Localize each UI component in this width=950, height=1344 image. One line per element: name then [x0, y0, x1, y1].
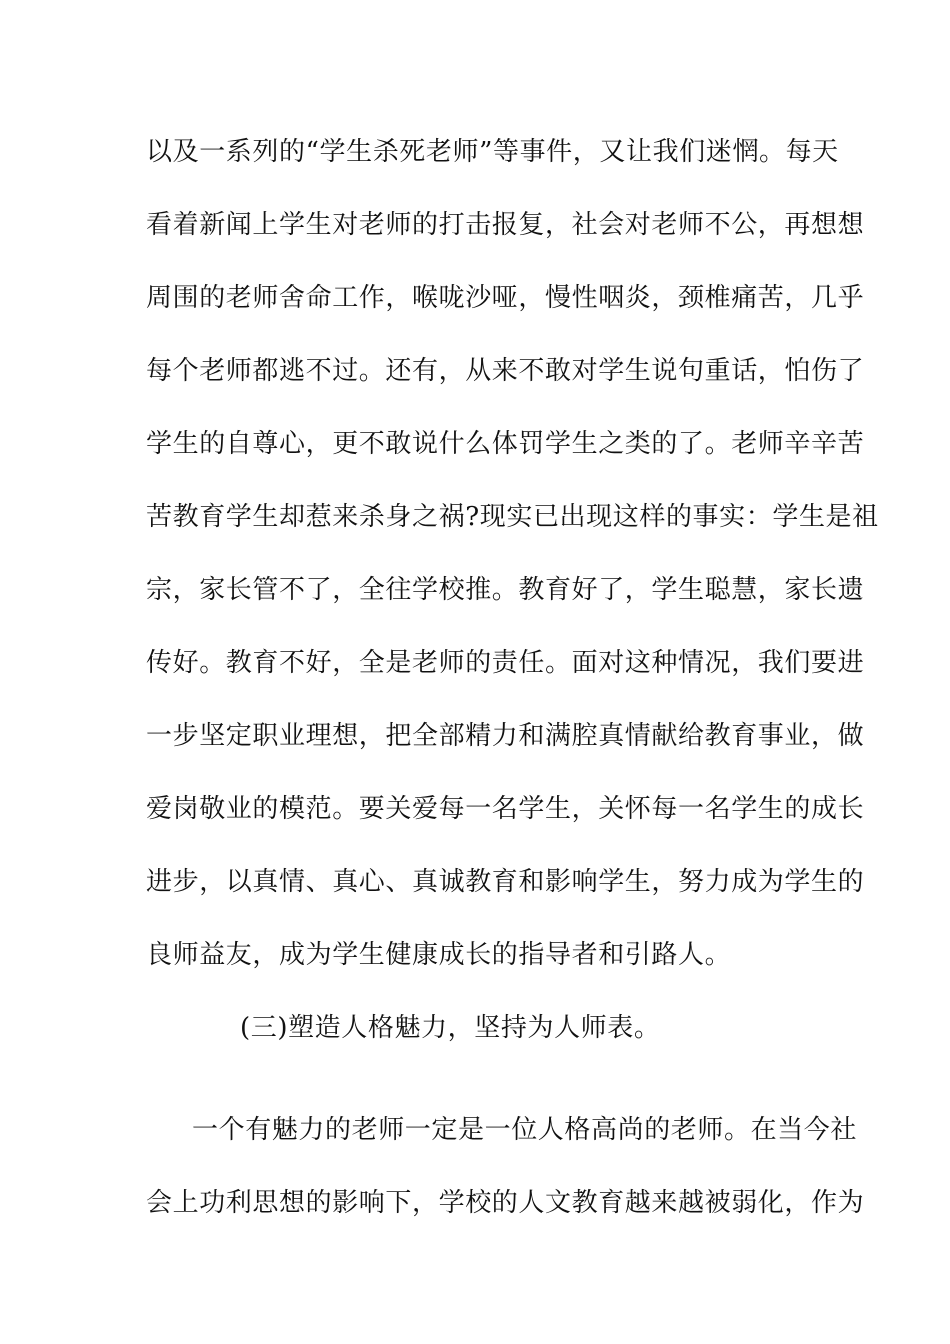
paragraph-line: 会上功利思想的影响下，学校的人文教育越来越被弱化，作为 — [146, 1188, 865, 1218]
paragraph-line: 学生的自尊心，更不敢说什么体罚学生之类的了。老师辛辛苦 — [146, 429, 865, 459]
paragraph-line: 进步，以真情、真心、真诚教育和影响学生，努力成为学生的 — [146, 867, 865, 897]
paragraph-line: 宗，家长管不了，全往学校推。教育好了，学生聪慧，家长遗 — [146, 575, 865, 605]
paragraph-first-line: 一个有魅力的老师一定是一位人格高尚的老师。在当今社 — [192, 1115, 858, 1145]
section-heading: (三)塑造人格魅力，坚持为人师表。 — [240, 1013, 661, 1043]
paragraph-line: 每个老师都逃不过。还有，从来不敢对学生说句重话，怕伤了 — [146, 356, 865, 386]
paragraph-line: 周围的老师舍命工作，喉咙沙哑，慢性咽炎，颈椎痛苦，几乎 — [146, 283, 865, 313]
paragraph-line: 以及一系列的“学生杀死老师”等事件，又让我们迷惘。每天 — [146, 137, 839, 167]
paragraph-line: 看着新闻上学生对老师的打击报复，社会对老师不公，再想想 — [146, 210, 865, 240]
paragraph-line: 传好。教育不好，全是老师的责任。面对这种情况，我们要进 — [146, 648, 865, 678]
paragraph-last-line: 良师益友，成为学生健康成长的指导者和引路人。 — [146, 940, 732, 970]
paragraph-line: 爱岗敬业的模范。要关爱每一名学生，关怀每一名学生的成长 — [146, 794, 865, 824]
paragraph-line: 一步坚定职业理想，把全部精力和满腔真情献给教育事业，做 — [146, 721, 865, 751]
paragraph-line: 苦教育学生却惹来杀身之祸?现实已出现这样的事实：学生是祖 — [146, 502, 879, 532]
